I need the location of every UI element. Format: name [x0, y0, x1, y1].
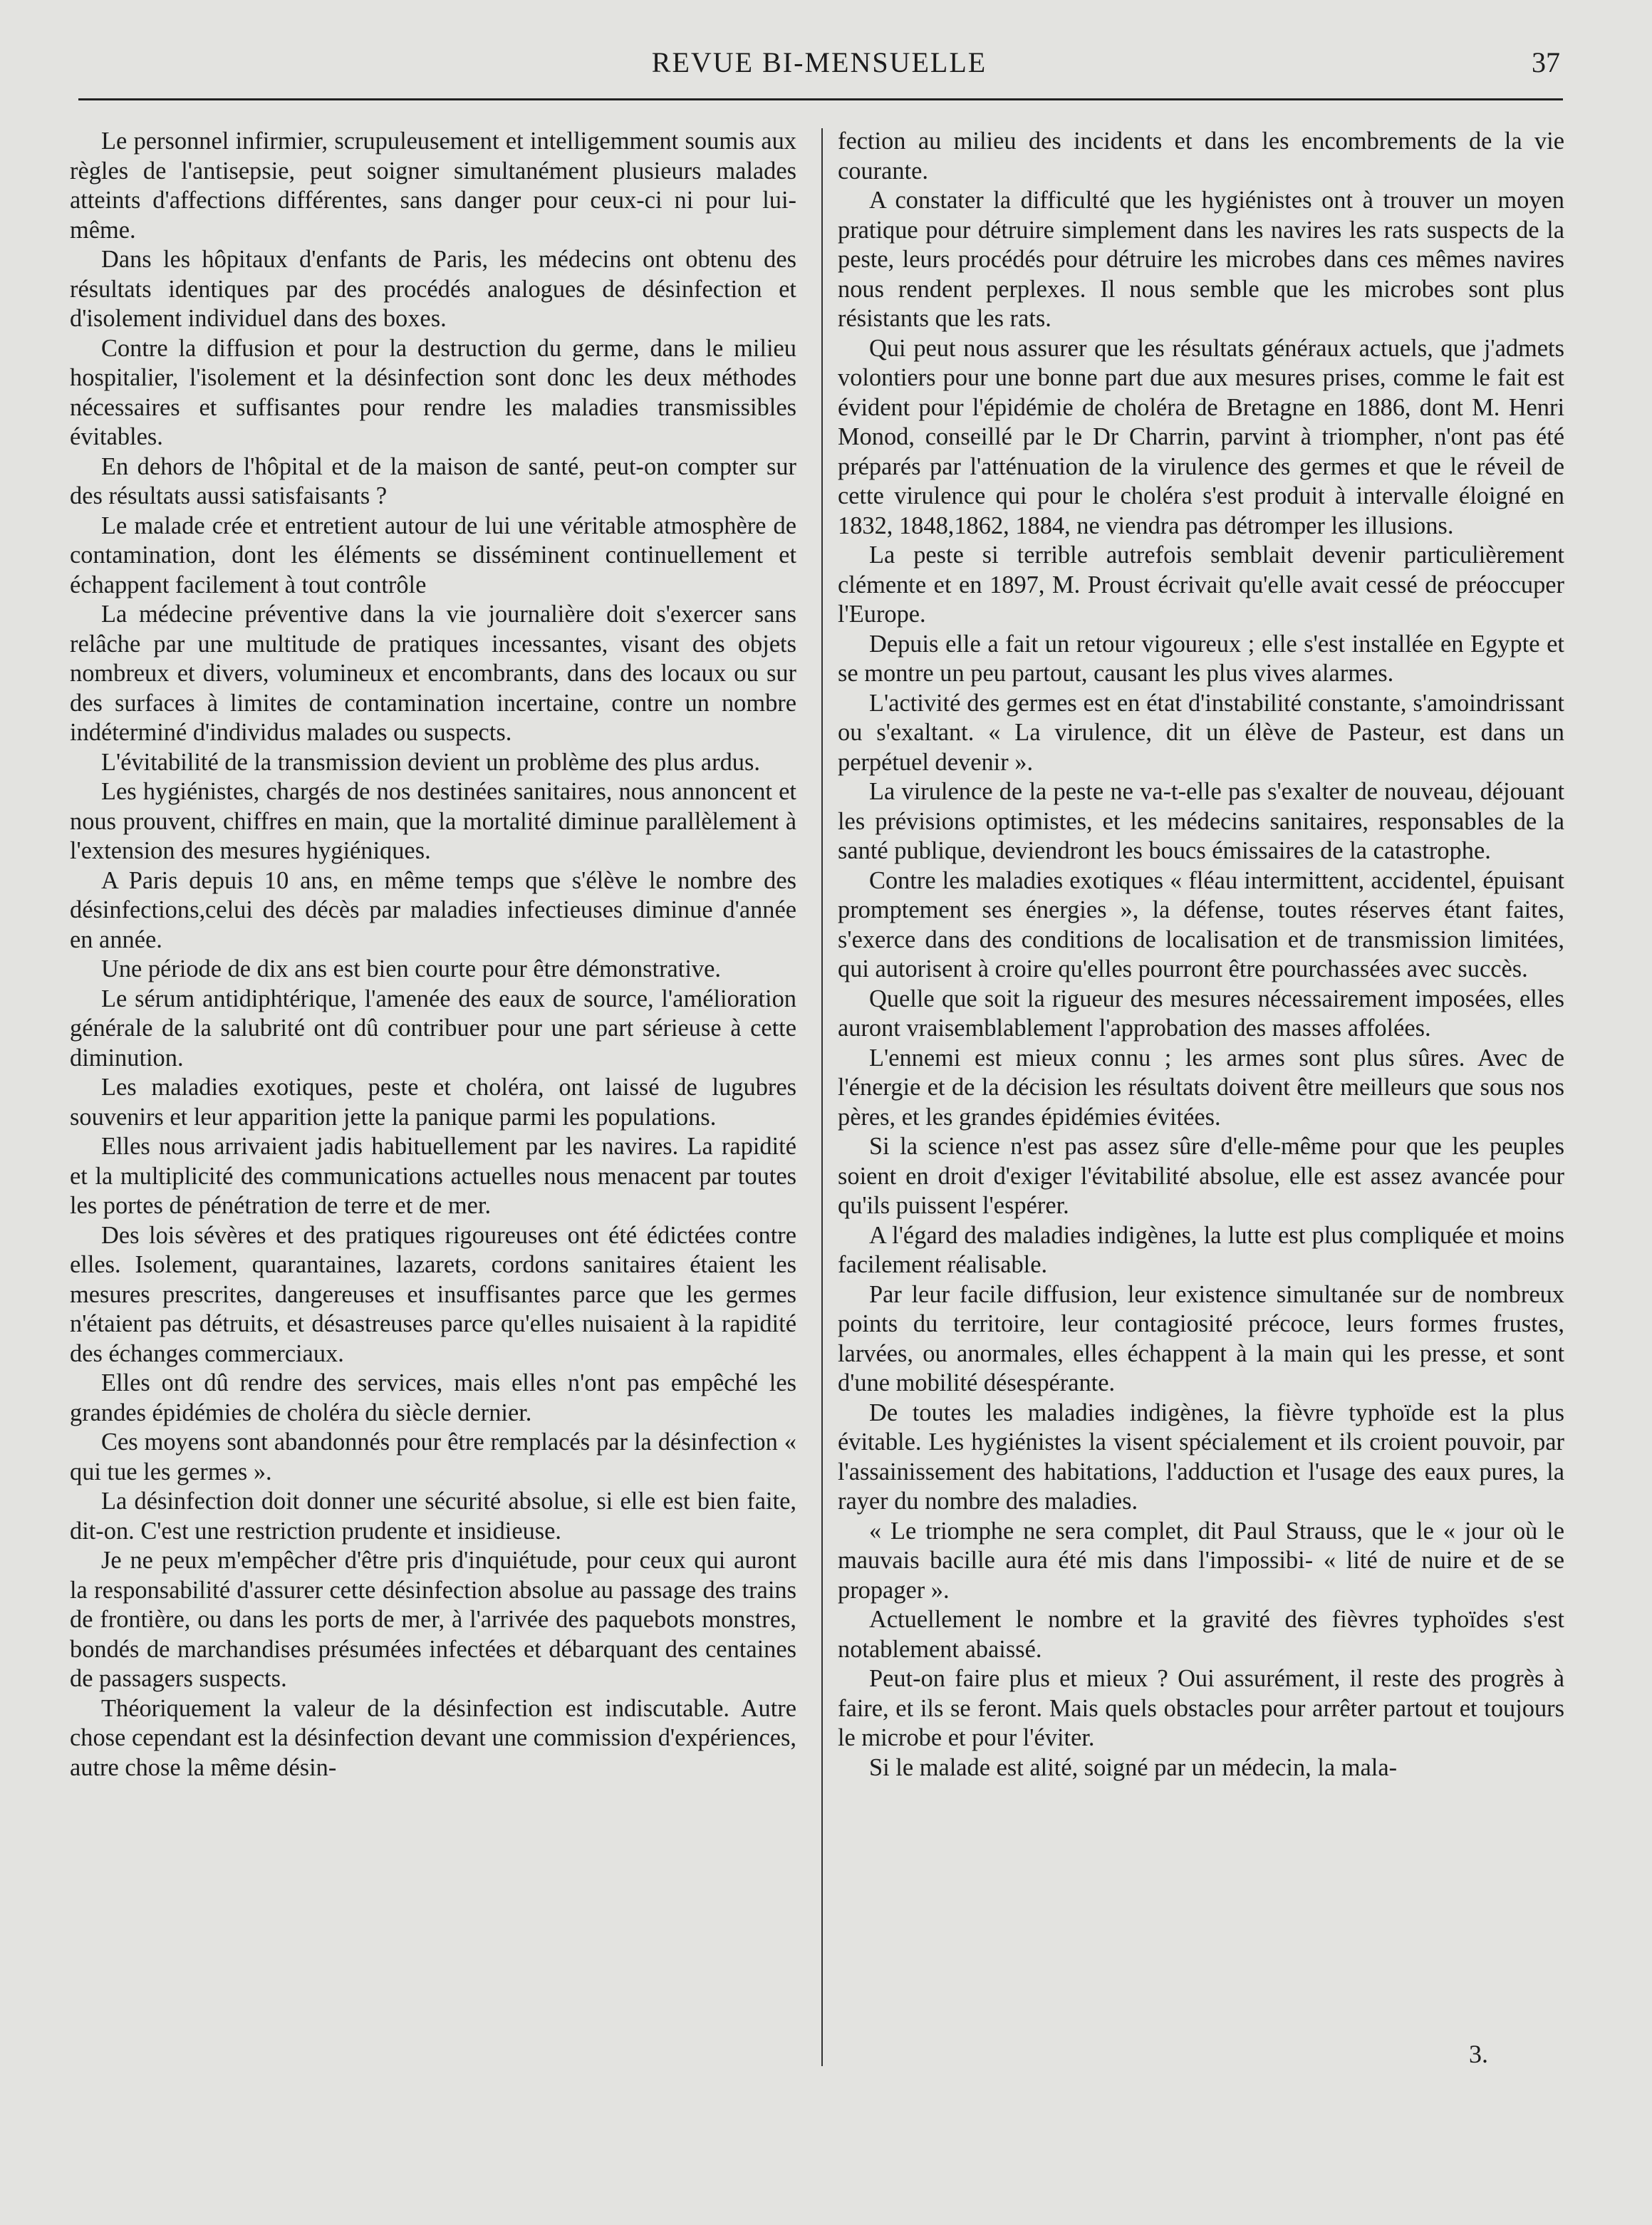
paragraph: Elles ont dû rendre des services, mais elles n'ont pas empêché les grandes épidémies de choléra du siècle dernier.: [70, 1369, 796, 1426]
right-column: [838, 127, 1564, 1783]
signature-mark: 3.: [1469, 2040, 1488, 2068]
paragraph: Dans les hôpitaux d'enfants de Paris, les médecins ont obtenu des résultats identiques par des procédés analogues de désinfection et d'isolement individuel dans des boxes.: [70, 246, 796, 332]
paragraph: Les maladies exotiques, peste et choléra, ont laissé de lugubres souvenirs et leur apparition jette la panique parmi les populations.: [70, 1074, 796, 1131]
paragraph: Une période de dix ans est bien courte pour être démonstrative.: [101, 955, 721, 982]
paragraph: Si la science n'est pas assez sûre d'elle-même pour que les peuples soient en droit d'exiger l'évitabilité absolue, elle est assez avancée pour qu'ils puissent l'espérer.: [838, 1133, 1564, 1219]
paragraph: A l'égard des maladies indigènes, la lutte est plus compliquée et moins facilement réalisable.: [838, 1221, 1564, 1278]
paragraph: La désinfection doit donner une sécurité absolue, si elle est bien faite, dit-on. C'est une restriction prudente et insidieuse.: [70, 1488, 796, 1545]
paragraph: fection au milieu des incidents et dans les encombrements de la vie courante.: [838, 128, 1564, 185]
paragraph: Par leur facile diffusion, leur existence simultanée sur de nombreux points du territoire, leur contagiosité précoce, leurs formes frustes, larvées, ou anormales, elles échappent à la main qui les presse, et sont d'une mobilité désespérante.: [838, 1280, 1564, 1396]
paragraph: Depuis elle a fait un retour vigoureux ; elle s'est installée en Egypte et se montre un peu partout, causant les plus vives alarmes.: [838, 630, 1564, 687]
paragraph: Les hygiénistes, chargés de nos destinées sanitaires, nous annoncent et nous prouvent, chiffres en main, que la mortalité diminue parallèlement à l'extension des mesures hygiéniques.: [70, 778, 796, 864]
paragraph: De toutes les maladies indigènes, la fièvre typhoïde est la plus évitable. Les hygiénistes la visent spécialement et ils croient pouvoir, par l'assainissement des habitations, l'adduction et l'usage des eaux pures, la rayer du nombre des maladies.: [838, 1399, 1564, 1515]
paragraph: Actuellement le nombre et la gravité des fièvres typhoïdes s'est notablement abaissé.: [838, 1606, 1564, 1663]
paragraph: Le personnel infirmier, scrupuleusement et intelligemment soumis aux règles de l'antisepsie, peut soigner simultanément plusieurs malades atteints d'affections différentes, sans danger pour ceux-ci ni pour lui-même.: [70, 128, 796, 244]
left-column: [70, 127, 796, 1783]
paragraph: Elles nous arrivaient jadis habituellement par les navires. La rapidité et la multiplicité des communications actuelles nous menacent par toutes les portes de pénétration de terre et de mer.: [70, 1133, 796, 1219]
paragraph: La médecine préventive dans la vie journalière doit s'exercer sans relâche par une multitude de pratiques incessantes, visant des objets nombreux et divers, volumineux et encombrants, dans des locaux ou sur des surfaces à limites de contamination incertaine, contre un nombre indéterminé d'individus malades ou suspects.: [70, 601, 796, 746]
paragraph: A constater la difficulté que les hygiénistes ont à trouver un moyen pratique pour détruire simplement dans les navires les rats suspects de la peste, leurs procédés pour détruire les microbes dans ces mêmes navires nous rendent perplexes. Il nous semble que les microbes sont plus résistants que les rats.: [838, 187, 1564, 332]
paragraph: L'activité des germes est en état d'instabilité constante, s'amoindrissant ou s'exaltant. « La virulence, dit un élève de Pasteur, est dans un perpétuel devenir ».: [838, 689, 1564, 776]
page-header: [78, 46, 1560, 88]
paragraph: Ces moyens sont abandonnés pour être remplacés par la désinfection « qui tue les germes ».: [70, 1428, 796, 1485]
paragraph: Contre les maladies exotiques « fléau intermittent, accidentel, épuisant promptement ses énergies », la défense, toutes réserves étant faites, s'exerce dans des conditions de localisation et de transmission limitées, qui autorisent à croire qu'elles pourront être pourchassées avec succès.: [838, 866, 1564, 982]
paragraph: Si le malade est alité, soigné par un médecin, la mala-: [869, 1753, 1398, 1781]
paragraph: Quelle que soit la rigueur des mesures nécessairement imposées, elles auront vraisemblablement l'approbation des masses affolées.: [838, 985, 1564, 1042]
paragraph: L'ennemi est mieux connu ; les armes sont plus sûres. Avec de l'énergie et de la décision les résultats doivent être meilleurs que sous nos pères, et les grandes épidémies évitées.: [838, 1044, 1564, 1131]
header-rule: [78, 98, 1563, 100]
column-divider: [821, 128, 823, 2066]
paragraph: Le malade crée et entretient autour de lui une véritable atmosphère de contamination, dont les éléments se disséminent continuellement et échappent facilement à tout contrôle: [70, 512, 796, 598]
paragraph: En dehors de l'hôpital et de la maison de santé, peut-on compter sur des résultats aussi satisfaisants ?: [70, 452, 796, 509]
running-title: REVUE BI-MENSUELLE: [651, 46, 987, 78]
paragraph: Le sérum antidiphtérique, l'amenée des eaux de source, l'amélioration générale de la salubrité ont dû contribuer pour une part sérieuse à cette diminution.: [70, 985, 796, 1072]
page-number: 37: [1532, 46, 1560, 78]
paragraph: Théoriquement la valeur de la désinfection est indiscutable. Autre chose cependant est la désinfection devant une commission d'expériences, autre chose la même désin-: [70, 1694, 796, 1781]
paragraph: A Paris depuis 10 ans, en même temps que s'élève le nombre des désinfections,celui des décès par maladies infectieuses diminue d'année en année.: [70, 866, 796, 953]
paragraph: La peste si terrible autrefois semblait devenir particulièrement clémente et en 1897, M. Proust écrivait qu'elle avait cessé de préoccuper l'Europe.: [838, 541, 1564, 628]
paragraph: L'évitabilité de la transmission devient un problème des plus ardus.: [101, 748, 760, 776]
paragraph: Peut-on faire plus et mieux ? Oui assurément, il reste des progrès à faire, et ils se feront. Mais quels obstacles pour arrêter partout et toujours le microbe et pour l'éviter.: [838, 1665, 1564, 1751]
paragraph: Qui peut nous assurer que les résultats généraux actuels, que j'admets volontiers pour une bonne part due aux mesures prises, comme le fait est évident pour l'épidémie de choléra de Bretagne en 1886, dont M. Henri Monod, conseillé par le Dr Charrin, parvint à triompher, n'ont pas été préparés par l'atténuation de la virulence des germes et que le réveil de cette virulence qui pour le choléra s'est produit à intervalle éloigné en 1832, 1848,1862, 1884, ne viendra pas détromper les illusions.: [838, 334, 1564, 539]
paragraph: « Le triomphe ne sera complet, dit Paul Strauss, que le « jour où le mauvais bacille aura été mis dans l'impossibi- « lité de nuire et de se propager ».: [838, 1517, 1564, 1604]
paragraph: Des lois sévères et des pratiques rigoureuses ont été édictées contre elles. Isolement, quarantaines, lazarets, cordons sanitaires étaient les mesures prescrites, dangereuses et insuffisantes parce que les germes n'étaient pas détruits, et désastreuses parce qu'elles nuisaient à la rapidité des échanges commerciaux.: [70, 1221, 796, 1367]
paragraph: La virulence de la peste ne va-t-elle pas s'exalter de nouveau, déjouant les prévisions optimistes, et les médecins sanitaires, responsables de la santé publique, deviendront les boucs émissaires de la catastrophe.: [838, 778, 1564, 864]
paragraph: Je ne peux m'empêcher d'être pris d'inquiétude, pour ceux qui auront la responsabilité d'assurer cette désinfection absolue au passage des trains de frontière, ou dans les ports de mer, à l'arrivée des paquebots monstres, bondés de marchandises présumées infectées et débarquant des centaines de passagers suspects.: [70, 1547, 796, 1692]
paragraph: Contre la diffusion et pour la destruction du germe, dans le milieu hospitalier, l'isolement et la désinfection sont donc les deux méthodes nécessaires et suffisantes pour rendre les maladies transmissibles évitables.: [70, 334, 796, 450]
